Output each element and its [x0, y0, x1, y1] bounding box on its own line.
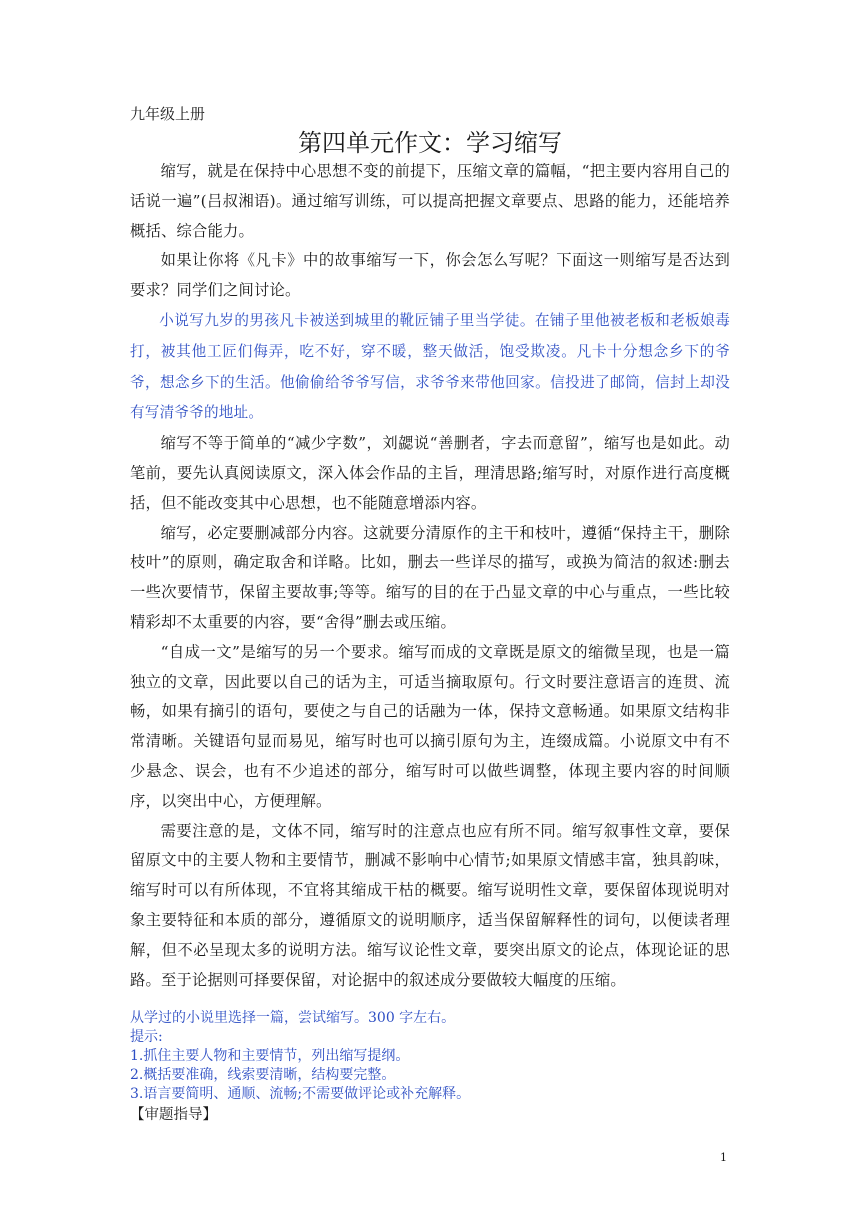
task-prompt: 从学过的小说里选择一篇，尝试缩写。300 字左右。 — [130, 1010, 456, 1027]
paragraph-definition: 缩写，就是在保持中心思想不变的前提下，压缩文章的篇幅，“把主要内容用自己的话说一遍”(吕叔湘语)。通过缩写训练，可以提高把握文章要点、思路的能力，还能培养概括、综合能力。 — [130, 162, 730, 240]
article-body — [130, 157, 730, 1125]
paragraph-question: 如果让你将《凡卡》中的故事缩写一下，你会怎么写呢？下面这一则缩写是否达到要求？同学们之间讨论。 — [130, 251, 730, 300]
paragraph-trimming: 缩写，必定要删减部分内容。这就要分清原作的主干和枝叶，遵循“保持主干，删除枝叶”的原则，确定取舍和详略。比如，删去一些详尽的描写，或换为简洁的叙述:删去一些次要情节，保留主要故事;等等。缩写的目的在于凸显文章的中心与重点，一些比较精彩却不太重要的内容，要“舍得”删去或压缩。 — [130, 523, 730, 631]
hint-item: 1.抓住主要人物和主要情节，列出缩写提纲。 — [130, 1048, 410, 1065]
hint-item: 3.语言要简明、通顺、流畅;不需要做评论或补充解释。 — [130, 1086, 471, 1103]
grade-label: 九年级上册 — [130, 105, 206, 123]
hint-label: 提示: — [130, 1029, 163, 1046]
example-summary: 小说写九岁的男孩凡卡被送到城里的靴匠铺子里当学徒。在铺子里他被老板和老板娘毒打，被其他工匠们侮弄，吃不好，穿不暖，整天做活，饱受欺凌。凡卡十分想念乡下的爷爷，想念乡下的生活。他偷偷给爷爷写信，求爷爷来带他回家。信投进了邮筒，信封上却没有写清爷爷的地址。 — [130, 311, 730, 422]
writing-task — [130, 1009, 730, 1104]
paragraph-genre: 需要注意的是，文体不同，缩写时的注意点也应有所不同。缩写叙事性文章，要保留原文中的主要人物和主要情节，删减不影响中心情节;如果原文情感丰富，独具韵味，缩写时可以有所体现，不宜将其缩成干枯的概要。缩写说明性文章，要保留体现说明对象主要特征和本质的部分，遵循原文的说明顺序，适当保留解释性的词句，以便读者理解，但不必呈现太多的说明方法。缩写议论性文章，要突出原文的论点，体现论证的思路。至于论据则可择要保留，对论据中的叙述成分要做较大幅度的压缩。 — [130, 821, 730, 989]
guide-heading: 【审题指导】 — [130, 1107, 217, 1124]
page-number: 1 — [720, 1151, 727, 1164]
paragraph-principle: 缩写不等于简单的“减少字数”，刘勰说“善删者，字去而意留”，缩写也是如此。动笔前，要先认真阅读原文，深入体会作品的主旨，理清思路;缩写时，对原作进行高度概括，但不能改变其中心思想，也不能随意增添内容。 — [130, 434, 730, 512]
paragraph-self-contained: “自成一文”是缩写的另一个要求。缩写而成的文章既是原文的缩微呈现，也是一篇独立的文章，因此要以自己的话为主，可适当摘取原句。行文时要注意语言的连贯、流畅，如果有摘引的语句，要使之与自己的话融为一体，保持文意畅通。如果原文结构非常清晰。关键语句显而易见，缩写时也可以摘引原句为主，连缀成篇。小说原文中有不少悬念、误会，也有不少追述的部分，缩写时可以做些调整，体现主要内容的时间顺序，以突出中心，方便理解。 — [130, 642, 730, 810]
hint-item: 2.概括要准确，线索要清晰，结构要完整。 — [130, 1067, 396, 1084]
page-title: 第四单元作文：学习缩写 — [298, 129, 562, 157]
